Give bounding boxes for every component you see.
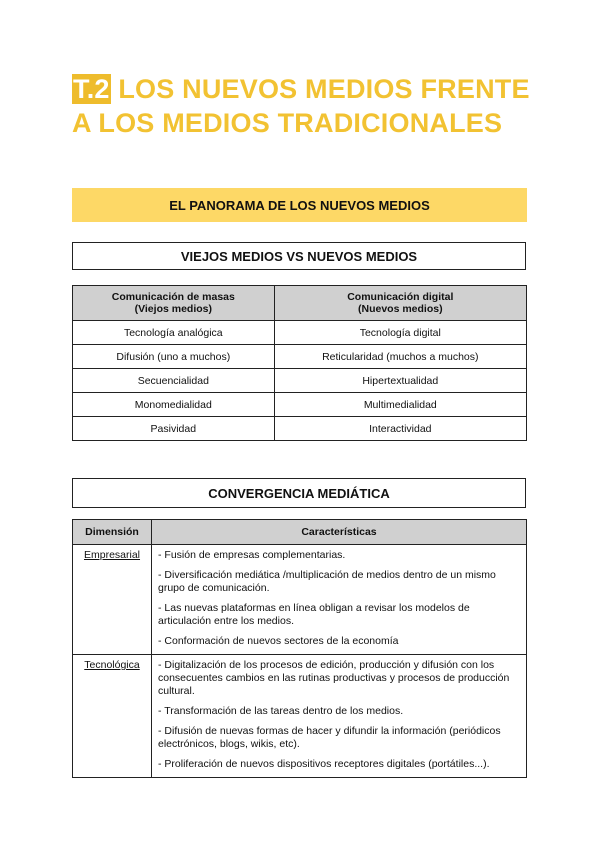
cell: Interactividad [274, 417, 526, 441]
cell: Hipertextualidad [274, 369, 526, 393]
dimension-cell: Tecnológica [73, 655, 152, 778]
dimension-cell: Empresarial [73, 545, 152, 655]
table-row [73, 369, 527, 393]
table-row [73, 321, 527, 345]
convergence-heading: CONVERGENCIA MEDIÁTICA [72, 478, 526, 508]
column-header: Comunicación de masas (Viejos medios) [73, 286, 275, 321]
comparison-heading: VIEJOS MEDIOS VS NUEVOS MEDIOS [72, 242, 526, 270]
topic-tag: T.2 [73, 74, 110, 104]
title-line-1: LOS NUEVOS MEDIOS FRENTE [110, 74, 530, 104]
section-heading: EL PANORAMA DE LOS NUEVOS MEDIOS [72, 188, 527, 222]
table-row [73, 345, 527, 369]
cell: Tecnología digital [274, 321, 526, 345]
convergence-table [72, 519, 527, 778]
list-item: - Diversificación mediática /multiplicación de medios dentro de un mismo grupo de comunicación. [158, 569, 496, 594]
cell: Monomedialidad [73, 393, 275, 417]
table-row [73, 417, 527, 441]
table-row [73, 655, 527, 778]
list-item: - Transformación de las tareas dentro de los medios. [158, 705, 404, 717]
list-item: - Conformación de nuevos sectores de la economía [158, 635, 399, 647]
column-header: Dimensión [73, 520, 152, 545]
list-item: - Proliferación de nuevos dispositivos receptores digitales (portátiles...). [158, 758, 490, 770]
cell: Multimedialidad [274, 393, 526, 417]
cell: Pasividad [73, 417, 275, 441]
title-line-2: A LOS MEDIOS TRADICIONALES [72, 108, 503, 138]
page-title [72, 72, 530, 140]
characteristics-cell [152, 655, 527, 778]
column-header: Características [152, 520, 527, 545]
characteristics-cell [152, 545, 527, 655]
table-row [73, 393, 527, 417]
table-row [73, 545, 527, 655]
cell: Secuencialidad [73, 369, 275, 393]
list-item: - Digitalización de los procesos de edición, producción y difusión con los consecuentes cambios en las rutinas productivas y procesos de producción cultural. [158, 659, 510, 697]
cell: Difusión (uno a muchos) [73, 345, 275, 369]
cell: Tecnología analógica [73, 321, 275, 345]
list-item: - Fusión de empresas complementarias. [158, 549, 346, 561]
list-item: - Difusión de nuevas formas de hacer y difundir la información (periódicos electrónicos, blogs, wikis, etc). [158, 725, 501, 750]
column-header: Comunicación digital (Nuevos medios) [274, 286, 526, 321]
media-comparison-table [72, 285, 527, 441]
list-item: - Las nuevas plataformas en línea obligan a revisar los modelos de articulación entre los medios. [158, 602, 470, 627]
cell: Reticularidad (muchos a muchos) [274, 345, 526, 369]
